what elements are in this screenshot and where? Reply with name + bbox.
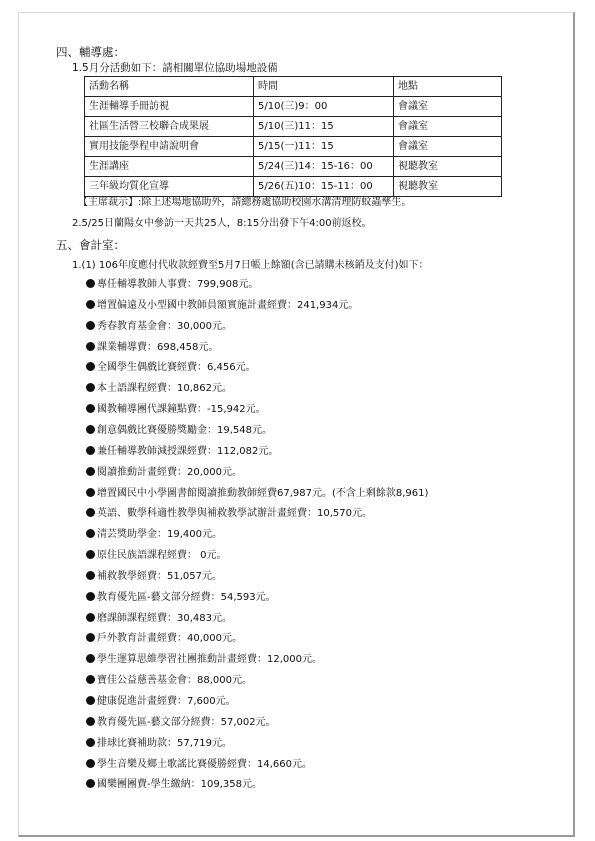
bullet-icon: [86, 550, 95, 559]
list-item-text: 教育優先區-藝文部分經費：57,002元。: [97, 716, 276, 728]
activity-table: [84, 76, 502, 197]
list-item: [86, 299, 358, 313]
list-item: [86, 341, 218, 355]
list-item-text: 兼任輔導教師減授課經費：112,082元。: [97, 445, 279, 457]
table-row: [85, 97, 502, 117]
list-item: [86, 758, 312, 772]
bullet-icon: [86, 759, 95, 768]
section4-heading: 四、輔導處：: [56, 45, 125, 59]
bullet-icon: [86, 613, 95, 622]
list-item-text: 國教輔導團代課鐘點費：-15,942元。: [97, 404, 266, 416]
table-header-cell: 時間: [254, 77, 394, 97]
section5-item1: 1.(1) 106年度應付代收款經費至5月7日帳上餘額(含已請購未核銷及支付)如下：: [72, 260, 429, 271]
bullet-icon: [86, 425, 95, 434]
list-item-text: 清芸獎助學金：19,400元。: [97, 529, 222, 541]
table-cell: 5/24(三)14：15-16：00: [254, 157, 394, 177]
table-cell: 會議室: [394, 137, 502, 157]
list-item: [86, 674, 252, 688]
list-item: [86, 591, 276, 605]
list-item: [86, 466, 242, 480]
list-item: [86, 487, 428, 501]
table-cell: 5/26(五)10：15-11：00: [254, 177, 394, 197]
bullet-icon: [86, 404, 95, 413]
table-row: [85, 157, 502, 177]
table-row: [85, 137, 502, 157]
list-item-text: 國樂團團費-學生繳納：109,358元。: [97, 779, 262, 791]
bullet-icon: [86, 467, 95, 476]
table-header-cell: 活動名稱: [85, 77, 254, 97]
list-item: [86, 695, 236, 709]
list-item-text: 學生運算思維學習社團推動計畫經費：12,000元。: [97, 654, 322, 666]
bullet-icon: [86, 342, 95, 351]
list-item: [86, 528, 222, 542]
list-item-text: 增置偏遠及小型國中教師員額實施計畫經費：241,934元。: [97, 299, 359, 311]
list-item-text: 健康促進計畫經費：7,600元。: [97, 696, 236, 707]
bullet-icon: [86, 633, 95, 642]
bullet-icon: [86, 696, 95, 705]
bullet-icon: [86, 488, 95, 497]
list-item: [86, 632, 242, 646]
bullet-icon: [86, 362, 95, 371]
list-item: [86, 507, 372, 521]
bullet-icon: [86, 779, 95, 788]
table-header-row: [85, 77, 502, 97]
bullet-icon: [86, 717, 95, 726]
list-item-text: 原住民族語課程經費： 0元。: [97, 550, 227, 562]
bullet-icon: [86, 508, 95, 517]
list-item-text: 全國學生偶戲比賽經費：6,456元。: [97, 362, 256, 374]
bullet-icon: [86, 279, 95, 288]
table-row: [85, 177, 502, 197]
bullet-icon: [86, 300, 95, 309]
list-item: [86, 778, 262, 792]
list-item-text: 增置國民中小學圖書館閱讀推動教師經費67,987元。(不含上剩餘款8,961): [97, 487, 429, 499]
bullet-icon: [86, 446, 95, 455]
bullet-icon: [86, 592, 95, 601]
list-item: [86, 382, 232, 396]
chair-note: 【主席裁示】:除上述場地協助外，請總務處協助校園水溝清理防蚊蟲孳生。: [78, 197, 412, 208]
table-cell: 三年級均質化宣導: [85, 177, 254, 197]
bullet-icon: [86, 529, 95, 538]
list-item-text: 專任輔導教師人事費：799,908元。: [97, 279, 259, 290]
list-item-text: 學生音樂及鄉土歌謠比賽優勝經費：14,660元。: [97, 758, 312, 770]
list-item-text: 教育優先區-藝文部分經費：54,593元。: [97, 591, 276, 603]
list-item-text: 本土語課程經費：10,862元。: [97, 383, 232, 395]
list-item: [86, 570, 222, 584]
table-cell: 會議室: [394, 97, 502, 117]
list-item: [86, 445, 278, 459]
list-item: [86, 549, 227, 563]
bullet-icon: [86, 383, 95, 392]
list-item: [86, 716, 276, 730]
list-item-text: 補救教學經費：51,057元。: [97, 570, 222, 582]
list-item-text: 排球比賽補助款：57,719元。: [97, 737, 232, 749]
table-cell: 5/15(一)11：15: [254, 137, 394, 157]
table-cell: 5/10(三)11：15: [254, 117, 394, 137]
list-item-text: 秀春教育基金會：30,000元。: [97, 320, 232, 332]
list-item-text: 閱讀推動計畫經費：20,000元。: [97, 466, 242, 478]
table-cell: 視聽教室: [394, 157, 502, 177]
list-item: [86, 403, 266, 417]
bullet-icon: [86, 321, 95, 330]
bullet-icon: [86, 654, 95, 663]
list-item-text: 創意偶戲比賽優勝獎勵金：19,548元。: [97, 424, 272, 436]
list-item: [86, 424, 272, 438]
section5-heading: 五、會計室：: [56, 238, 125, 252]
list-item-text: 戶外教育計畫經費：40,000元。: [97, 633, 242, 645]
bullet-icon: [86, 571, 95, 580]
list-item: [86, 278, 258, 292]
bullet-icon: [86, 675, 95, 684]
section4-item1: 1.5月分活動如下：請相關單位協助場地設備: [72, 62, 278, 74]
list-item: [86, 361, 256, 375]
section4-item2: 2.5/25日蘭陽女中參訪一天共25人，8:15分出發下午4:00前返校。: [72, 218, 372, 229]
table-cell: 視聽教室: [394, 177, 502, 197]
list-item: [86, 737, 232, 751]
table-cell: 社區生活營三校聯合成果展: [85, 117, 254, 137]
bullet-icon: [86, 738, 95, 747]
list-item-text: 寶佳公益慈善基金會：88,000元。: [97, 675, 252, 687]
table-cell: 生涯講座: [85, 157, 254, 177]
table-header-cell: 地點: [394, 77, 502, 97]
list-item: [86, 653, 322, 667]
table-row: [85, 117, 502, 137]
table-cell: 生涯輔導手冊訪視: [85, 97, 254, 117]
list-item-text: 磨課師課程經費：30,483元。: [97, 612, 232, 624]
table-cell: 會議室: [394, 117, 502, 137]
table-cell: 5/10(三)9：00: [254, 97, 394, 117]
list-item: [86, 612, 232, 626]
list-item-text: 課業輔導費：698,458元。: [97, 341, 219, 353]
table-cell: 實用技能學程申請說明會: [85, 137, 254, 157]
list-item: [86, 320, 232, 334]
list-item-text: 英語、數學科適性教學與補救教學試辦計畫經費：10,570元。: [97, 508, 372, 520]
